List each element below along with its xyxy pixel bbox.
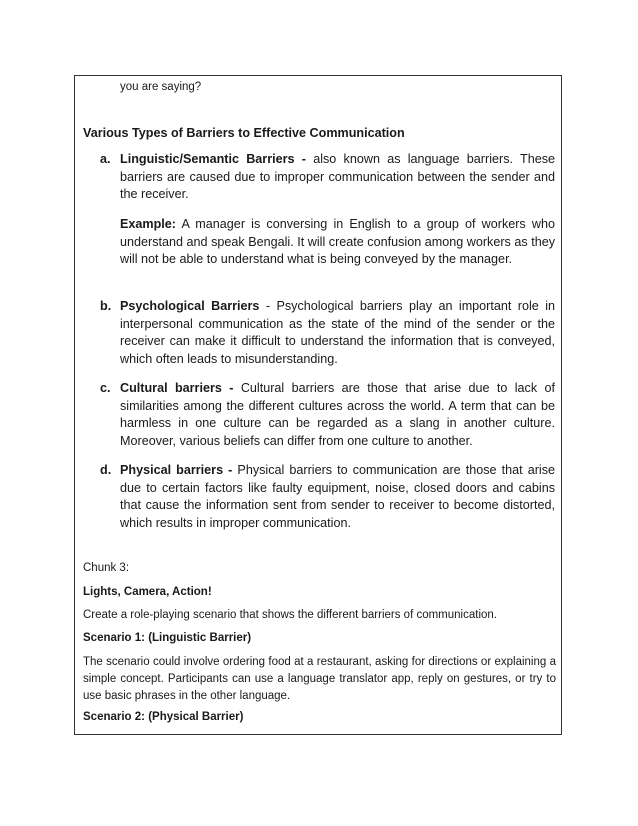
example-text: A manager is conversing in English to a group of workers who understand and speak Bengali. It will create confusion among workers as they will not be able to understand what is being conveyed by the manager. bbox=[120, 217, 555, 266]
item-a-text: also known as language barriers. These barriers are caused due to improper communication between the sender and the receiver. bbox=[120, 152, 556, 201]
activity-instruction: Create a role-playing scenario that shows the different barriers of communication. bbox=[83, 609, 497, 621]
item-c-text: Cultural barriers are those that arise due to lack of similarities among the different cultures across the world. A term that can be harmless in one culture can be regarded as a slang in another culture. Moreover, various beliefs can differ from one culture to another. bbox=[120, 381, 555, 448]
chunk-label: Chunk 3: bbox=[83, 562, 130, 574]
item-b bbox=[120, 298, 555, 368]
activity-title: Lights, Camera, Action! bbox=[83, 586, 212, 598]
item-d bbox=[120, 462, 555, 532]
scenario-1-title: Scenario 1: (Linguistic Barrier) bbox=[83, 632, 252, 644]
item-b-letter: b. bbox=[100, 299, 112, 313]
item-a-example bbox=[120, 216, 555, 269]
item-a bbox=[120, 151, 555, 204]
scenario-1-text: The scenario could involve ordering food at a restaurant, asking for directions or explaining a simple concept. Participants can use a language translator app, reply on gestures, or try to use basic phrases in the other language. bbox=[83, 656, 556, 702]
continuation-text: you are saying? bbox=[120, 81, 202, 93]
item-d-title: Physical barriers - bbox=[120, 463, 233, 477]
item-d-text: Physical barriers to communication are those that arise due to certain factors like faulty equipment, noise, closed doors and cabins that cause the information sent from sender to receiver to become distorted, which results in improper communication. bbox=[120, 463, 555, 530]
section-heading: Various Types of Barriers to Effective Communication bbox=[83, 126, 405, 140]
scenario-2-title: Scenario 2: (Physical Barrier) bbox=[83, 711, 244, 723]
item-b-text: - Psychological barriers play an important role in interpersonal communication as the state of the mind of the sender or the receiver can make it difficult to understand the information that is conveyed, which often leads to misunderstanding. bbox=[120, 299, 556, 366]
example-label: Example: bbox=[120, 217, 176, 231]
item-a-title: Linguistic/Semantic Barriers - bbox=[120, 152, 306, 166]
item-c-letter: c. bbox=[100, 381, 111, 395]
item-a-letter: a. bbox=[100, 152, 111, 166]
item-c-title: Cultural barriers - bbox=[120, 381, 234, 395]
item-b-title: Psychological Barriers bbox=[120, 299, 260, 313]
item-d-letter: d. bbox=[100, 463, 112, 477]
item-c bbox=[120, 380, 555, 450]
